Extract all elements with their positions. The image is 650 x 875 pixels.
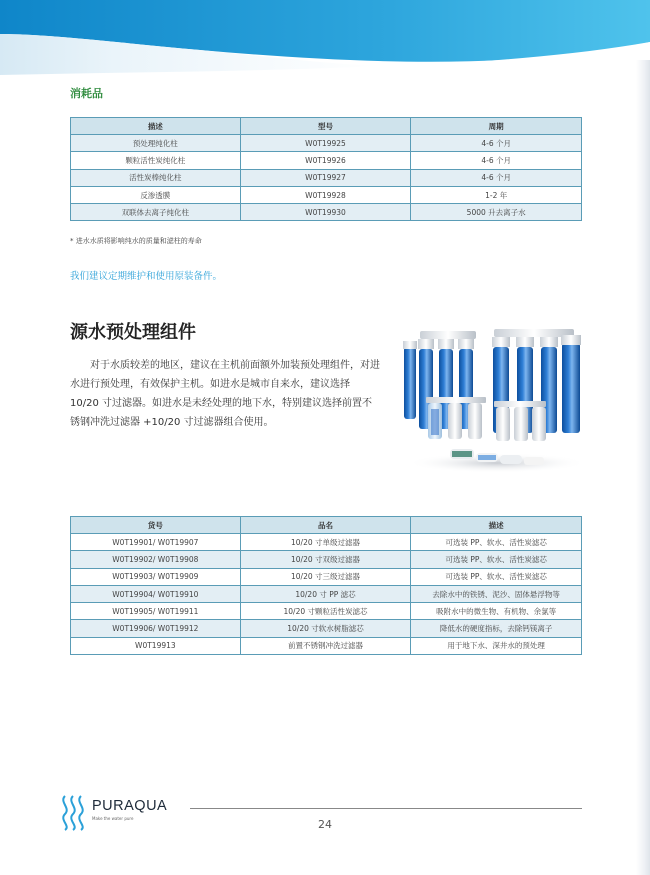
table-cell: 1-2 年 xyxy=(411,186,582,203)
table-cell: 10/20 寸颗粒活性炭滤芯 xyxy=(240,603,411,620)
table-cell: 活性炭棒纯化柱 xyxy=(71,169,241,186)
maintenance-advice: 我们建议定期维护和使用原装备件。 xyxy=(70,271,223,282)
table-cell: W0T19905/ W0T19911 xyxy=(71,603,241,620)
table-cell: W0T19927 xyxy=(240,169,411,186)
table-cell: 4-6 个月 xyxy=(411,152,582,169)
table-cell: 10/20 寸双级过滤器 xyxy=(240,551,411,568)
footnote: * 进水水质将影响纯水的质量和滤柱的寿命 xyxy=(70,237,202,245)
table-cell: 4-6 个月 xyxy=(411,169,582,186)
table-row xyxy=(71,204,582,221)
table-cell: W0T19906/ W0T19912 xyxy=(71,620,241,637)
table-cell: 10/20 寸单级过滤器 xyxy=(240,534,411,551)
table-cell: 10/20 寸 PP 滤芯 xyxy=(240,585,411,602)
table-cell: 10/20 寸软水树脂滤芯 xyxy=(240,620,411,637)
column-header: 品名 xyxy=(240,517,411,534)
table-cell: W0T19925 xyxy=(240,135,411,152)
brand-tagline: Make the water pure xyxy=(92,816,134,821)
filter-housings-image xyxy=(402,325,584,475)
table-row xyxy=(71,637,582,654)
table-row xyxy=(71,169,582,186)
column-header: 描述 xyxy=(411,517,582,534)
table-cell: 可选装 PP、软水、活性炭滤芯 xyxy=(411,534,582,551)
pretreatment-table xyxy=(70,516,582,655)
table-cell: W0T19913 xyxy=(71,637,241,654)
table-cell: W0T19903/ W0T19909 xyxy=(71,568,241,585)
table-cell: W0T19926 xyxy=(240,152,411,169)
table-cell: W0T19902/ W0T19908 xyxy=(71,551,241,568)
table-row xyxy=(71,551,582,568)
table-row xyxy=(71,603,582,620)
table-cell: 去除水中的铁锈、泥沙、固体悬浮物等 xyxy=(411,585,582,602)
right-page-edge xyxy=(636,60,650,875)
table-cell: 5000 升去离子水 xyxy=(411,204,582,221)
table-row xyxy=(71,135,582,152)
table-row xyxy=(71,568,582,585)
table-cell: 前置不锈钢冲洗过滤器 xyxy=(240,637,411,654)
table-cell: 用于地下水、深井水的预处理 xyxy=(411,637,582,654)
table-cell: W0T19904/ W0T19910 xyxy=(71,585,241,602)
column-header: 型号 xyxy=(240,118,411,135)
blue-housing-left-group xyxy=(418,331,476,429)
table-cell: W0T19928 xyxy=(240,186,411,203)
table-header-row xyxy=(71,118,582,135)
brand-name: PURAQUA xyxy=(92,798,168,814)
table-cell: 反渗透膜 xyxy=(71,186,241,203)
table-cell: 降低水的硬度指标，去除钙镁离子 xyxy=(411,620,582,637)
page-number: 24 xyxy=(318,818,332,831)
table-row xyxy=(71,620,582,637)
table-cell: 颗粒活性炭纯化柱 xyxy=(71,152,241,169)
table-cell: 10/20 寸三级过滤器 xyxy=(240,568,411,585)
table-cell: 双联体去离子纯化柱 xyxy=(71,204,241,221)
table-cell: 预处理纯化柱 xyxy=(71,135,241,152)
column-header: 货号 xyxy=(71,517,241,534)
table-cell: W0T19901/ W0T19907 xyxy=(71,534,241,551)
table-cell: 可选装 PP、软水、活性炭滤芯 xyxy=(411,551,582,568)
pretreatment-paragraph: 对于水质较差的地区，建议在主机前面额外加装预处理组件，对进水进行预处理，有效保护主机。如进水是城市自来水，建议选择 10/20 寸过滤器。如进水是未经处理的地下水，特别建议选择前置不锈钢冲洗过滤器 +10/20 寸过滤器组合使用。 xyxy=(70,360,380,428)
footer-divider xyxy=(190,808,582,809)
table-cell: 4-6 个月 xyxy=(411,135,582,152)
header-wave xyxy=(0,0,650,80)
column-header: 描述 xyxy=(71,118,241,135)
consumables-title: 消耗品 xyxy=(70,87,103,100)
pretreatment-heading: 源水预处理组件 xyxy=(70,322,196,343)
table-cell: W0T19930 xyxy=(240,204,411,221)
table-cell: 可选装 PP、软水、活性炭滤芯 xyxy=(411,568,582,585)
consumables-table xyxy=(70,117,582,221)
table-cell: 吸附水中的微生物、有机物、余氯等 xyxy=(411,603,582,620)
table-header-row xyxy=(71,517,582,534)
table-row xyxy=(71,152,582,169)
column-header: 周期 xyxy=(411,118,582,135)
table-row xyxy=(71,186,582,203)
table-row xyxy=(71,585,582,602)
table-row xyxy=(71,534,582,551)
